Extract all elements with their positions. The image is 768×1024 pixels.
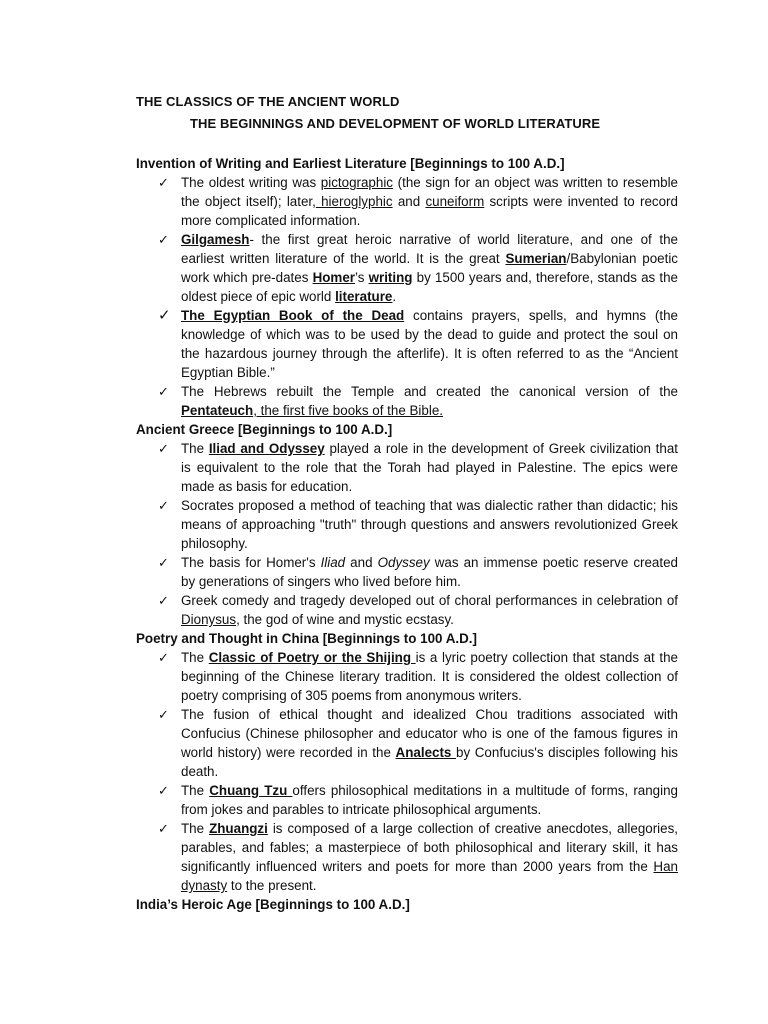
section-list-writing xyxy=(136,173,678,420)
term-pentateuch: Pentateuch xyxy=(181,403,254,418)
checkmark-icon: ✓ xyxy=(158,707,169,722)
list-item: ✓ Greek comedy and tragedy developed out of choral performances in celebration of Dionysus, the god of wine and mystic ecstasy. xyxy=(158,593,678,627)
list-item: ✓ The oldest writing was pictographic (the sign for an object was written to resemble the object itself); later, hieroglyphic and cuneiform scripts were invented to record more complicated information. xyxy=(158,175,678,228)
section-heading-china: Poetry and Thought in China [Beginnings to 100 A.D.] xyxy=(136,631,477,646)
checkmark-icon: ✓ xyxy=(158,555,169,570)
checkmark-icon: ✓ xyxy=(158,307,171,324)
section-heading-india: India’s Heroic Age [Beginnings to 100 A.D.] xyxy=(136,897,410,912)
term-literature: literature xyxy=(335,289,393,304)
document-subtitle: THE BEGINNINGS AND DEVELOPMENT OF WORLD LITERATURE xyxy=(190,116,601,131)
list-item: ✓ The basis for Homer's Iliad and Odyssey was an immense poetic reserve created by generations of singers who lived before him. xyxy=(158,555,678,589)
term-iliad-odyssey: Iliad and Odyssey xyxy=(208,441,325,456)
term-iliad: Iliad xyxy=(320,555,346,570)
term-chuang-tzu: Chuang Tzu xyxy=(209,783,293,798)
checkmark-icon: ✓ xyxy=(158,498,169,513)
list-item: ✓ The Classic of Poetry or the Shijing is a lyric poetry collection that stands at the beginning of the Chinese literary tradition. It is considered the oldest collection of poetry comprising of 305 poems from anonymous writers. xyxy=(158,650,678,703)
checkmark-icon: ✓ xyxy=(158,821,169,836)
section-list-greece xyxy=(136,439,678,629)
term-zhuangzi: Zhuangzi xyxy=(209,821,268,836)
term-sumerian: Sumerian xyxy=(505,251,567,266)
checkmark-icon: ✓ xyxy=(158,783,169,798)
term-book-of-the-dead: The Egyptian Book of the Dead xyxy=(181,308,405,323)
section-heading-greece: Ancient Greece [Beginnings to 100 A.D.] xyxy=(136,422,393,437)
list-item: ✓ The Egyptian Book of the Dead contains prayers, spells, and hymns (the knowledge of which was to be used by the dead to guide and protect the soul on the hazardous journey through the afterlife). It is often referred to as the “Ancient Egyptian Bible.” xyxy=(158,307,678,380)
list-item: ✓ The Iliad and Odyssey played a role in the development of Greek civilization that is equivalent to the role that the Torah had played in Palestine. The epics were made as basis for education. xyxy=(158,441,678,494)
checkmark-icon: ✓ xyxy=(158,441,169,456)
checkmark-icon: ✓ xyxy=(158,593,169,608)
list-item: ✓ The Chuang Tzu offers philosophical meditations in a multitude of forms, ranging from jokes and parables to intricate philosophical arguments. xyxy=(158,783,678,817)
term-gilgamesh: Gilgamesh xyxy=(181,232,250,247)
list-item: ✓ Socrates proposed a method of teaching that was dialectic rather than didactic; his means of approaching "truth" through questions and answers revolutionized Greek philosophy. xyxy=(158,498,678,551)
document-title: THE CLASSICS OF THE ANCIENT WORLD xyxy=(136,94,400,109)
document-body xyxy=(136,154,678,914)
term-pictographic: pictographic xyxy=(320,175,394,190)
term-odyssey: Odyssey xyxy=(377,555,430,570)
term-hieroglyphic: hieroglyphic xyxy=(315,194,393,209)
section-list-china xyxy=(136,648,678,895)
checkmark-icon: ✓ xyxy=(158,384,169,399)
list-item: ✓ The Hebrews rebuilt the Temple and created the canonical version of the Pentateuch, the first five books of the Bible. xyxy=(158,384,678,418)
term-writing: writing xyxy=(368,270,413,285)
checkmark-icon: ✓ xyxy=(158,232,169,247)
checkmark-icon: ✓ xyxy=(158,650,169,665)
term-analects: Analects xyxy=(395,745,456,760)
list-item: ✓ Gilgamesh- the first great heroic narrative of world literature, and one of the earliest written literature of the world. It is the great Sumerian/Babylonian poetic work which pre-dates Homer’s writing by 1500 years and, therefore, stands as the oldest piece of epic world literature. xyxy=(158,232,678,304)
checkmark-icon: ✓ xyxy=(158,175,169,190)
term-dionysus: Dionysus xyxy=(181,612,237,627)
term-han-dynasty: Han dynasty xyxy=(181,859,678,893)
term-shijing: Classic of Poetry or the Shijing xyxy=(208,650,416,665)
list-item: ✓ The fusion of ethical thought and idealized Chou traditions associated with Confucius (Chinese philosopher and educator who is one of the famous figures in world history) were recorded in the Analects by Confucius's disciples following his death. xyxy=(158,707,678,779)
term-cuneiform: cuneiform xyxy=(425,194,485,209)
section-heading-writing: Invention of Writing and Earliest Literature [Beginnings to 100 A.D.] xyxy=(136,156,565,171)
list-item: ✓ The Zhuangzi is composed of a large collection of creative anecdotes, allegories, parables, and fables; a masterpiece of both philosophical and literary skill, it has significantly influenced writers and poets for more than 2000 years from the Han dynasty to the present. xyxy=(158,821,679,893)
term-homer: Homer xyxy=(312,270,355,285)
